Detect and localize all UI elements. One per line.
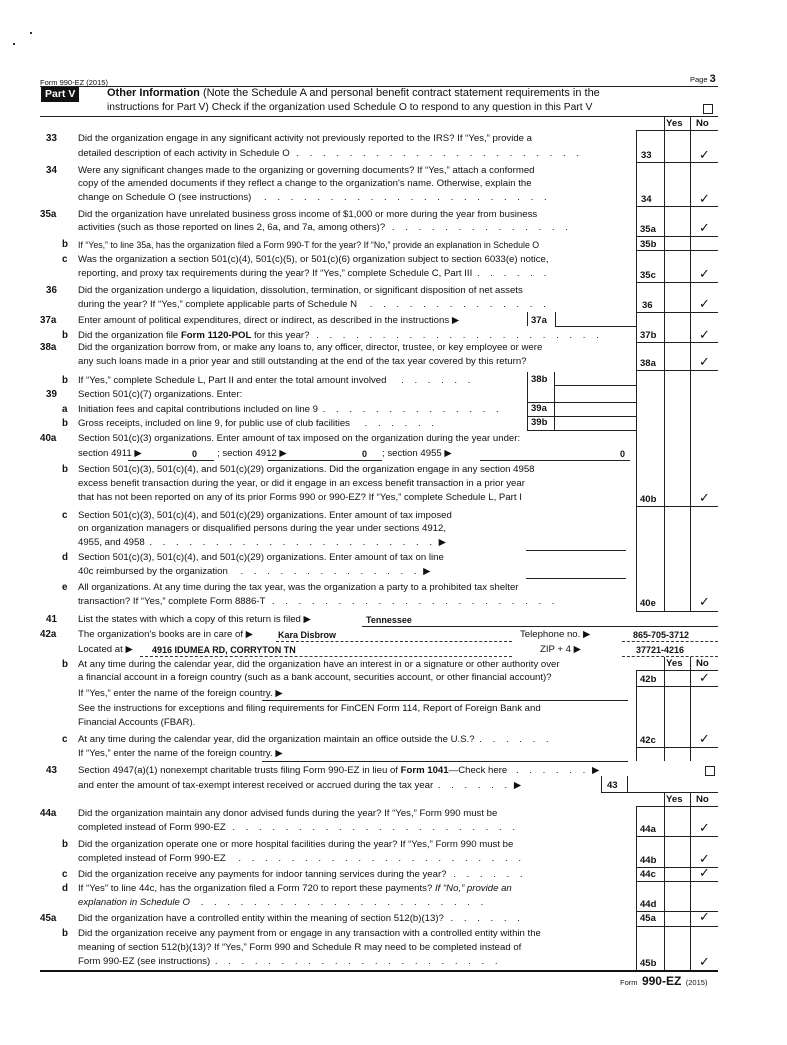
telephone-label: Telephone no. ▶: [520, 629, 591, 640]
line-44a-text-2: [78, 822, 519, 834]
box-40e-label: 40e: [640, 598, 656, 609]
leader-dots: . . . . . . . . . . . . . .: [391, 222, 572, 233]
located-at-label: Located at ▶: [78, 644, 133, 655]
row-rule: [636, 162, 718, 163]
box-45a-label: 45a: [640, 913, 656, 924]
line-40c-text-3a: 4955, and 4958: [78, 537, 145, 548]
field-line: [268, 460, 382, 461]
box-42c-label: 42c: [640, 735, 656, 746]
box-43-sep: [627, 776, 628, 792]
row-rule: [636, 881, 718, 882]
line-42c-text: [78, 734, 553, 746]
line-40c-text-3: [78, 537, 446, 549]
inner-box-left: [527, 372, 528, 416]
line-letter: b: [62, 418, 68, 429]
line-34-text-2: copy of the amended documents if they reflect a change to the organization's name. Otherwise, explain the: [78, 178, 532, 189]
line-40e-text: All organizations. At any time during the tax year, was the organization a party to a prohibited tax shelter: [78, 582, 519, 593]
line-number: 45a: [40, 913, 57, 924]
line-44b-text-2a: completed instead of Form 990-EZ: [78, 853, 226, 864]
line-38a-text: Did the organization borrow from, or make any loans to, any officer, director, trustee, or key employee or were: [78, 342, 543, 353]
box-44b-label: 44b: [640, 855, 657, 866]
row-rule: [636, 506, 718, 507]
line-39b-text-a: Gross receipts, included on line 9, for public use of club facilities: [78, 418, 350, 429]
line-number: 33: [46, 133, 57, 144]
line-45a-text-a: Did the organization have a controlled entity within the meaning of section 512(b)(13)?: [78, 913, 444, 924]
foreign-country-42c[interactable]: [262, 749, 628, 761]
header-no: No: [696, 658, 709, 669]
box-40b-label: 40b: [640, 494, 657, 505]
line-42c-text-2: If “Yes,” enter the name of the foreign country. ▶: [78, 748, 283, 759]
field-line: [622, 641, 718, 642]
line-letter: b: [62, 659, 68, 670]
leader-dots: . . . . . . . . . . . . . . . . . . . . . .: [149, 537, 436, 548]
line-number: 37a: [40, 315, 57, 326]
line-42b-text: At any time during the calendar year, did the organization have an interest in or a signature or other authority over: [78, 659, 560, 670]
page-label: Page: [690, 75, 708, 84]
line-letter: c: [62, 869, 68, 880]
line-45a-text: [78, 913, 524, 925]
field-line: [362, 626, 718, 627]
box-35a-label: 35a: [640, 224, 656, 235]
leader-dots: . . . . . .: [401, 375, 475, 386]
line-41-text: List the states with which a copy of this return is filed ▶: [78, 614, 311, 625]
box-39b-value[interactable]: [556, 404, 634, 416]
leader-dots: . . . . . .: [450, 913, 524, 924]
line-42b-text-5: Financial Accounts (FBAR).: [78, 717, 196, 728]
line-44b-text: Did the organization operate one or more hospital facilities during the year? If “Yes,” Form 990 must be: [78, 839, 514, 850]
part-title: [107, 87, 600, 100]
box-34-label: 34: [641, 194, 652, 205]
line-35a-text-2: [78, 222, 572, 234]
line-38a-text-2: any such loans made in a prior year and still outstanding at the end of the tax year covered by this return?: [78, 356, 527, 367]
page-num: 3: [709, 73, 716, 85]
line-44c-text-a: Did the organization receive any payments for indoor tanning services during the year?: [78, 869, 447, 880]
line-number: 38a: [40, 342, 57, 353]
leader-dots: . . . . . .: [476, 268, 551, 279]
leader-dots: . . . . . . . . . . . . . . . . . . . . . .: [264, 192, 551, 203]
line-number: 43: [46, 765, 57, 776]
line-35a-text: Did the organization have unrelated business gross income of $1,000 or more during the year from business: [78, 209, 538, 220]
footer-form-word: Form: [620, 978, 638, 987]
line-34-text-3a: change on Schedule O (see instructions): [78, 192, 252, 203]
box-44d-label: 44d: [640, 899, 657, 910]
leader-dots: . . . . . . . . . . . . . .: [369, 299, 550, 310]
answer-44c-no[interactable]: ✓: [699, 866, 710, 881]
line-42b-text-4: See the instructions for exceptions and filing requirements for FinCEN Form 114, Report of Foreign Bank and: [78, 703, 541, 714]
section-4955-value[interactable]: 0: [620, 449, 626, 459]
field-line: [526, 578, 626, 579]
header-no: No: [696, 118, 709, 129]
leader-dots: . . . . . . . . . . . . . .: [322, 404, 503, 415]
inner-rule: [554, 385, 636, 386]
line-35b-text: If “Yes,” to line 35a, has the organization filed a Form 990-T for the year? If “No,” provide an explanation in Schedule O: [78, 240, 540, 250]
box-37a-label: 37a: [531, 315, 547, 326]
section-4911-label: section 4911 ▶: [78, 448, 142, 459]
zip-value[interactable]: 37721-4216: [636, 645, 685, 655]
box-39a-value[interactable]: [556, 388, 634, 400]
line-40c-value[interactable]: [526, 538, 626, 550]
answer-40e-no[interactable]: ✓: [699, 595, 710, 610]
line-40e-text-2: [78, 596, 558, 608]
line-40c-text: Section 501(c)(3), 501(c)(4), and 501(c)(29) organizations. Enter amount of tax imposed: [78, 510, 452, 521]
telephone-value[interactable]: 865-705-3712: [633, 630, 690, 640]
answer-42b-no[interactable]: ✓: [699, 671, 710, 686]
answer-35c-no[interactable]: ✓: [699, 267, 710, 282]
line-44c-text: [78, 869, 527, 881]
box-36-label: 36: [642, 300, 653, 311]
field-line: [622, 656, 718, 657]
box-37a-left: [527, 312, 528, 326]
section-4912-value[interactable]: 0: [362, 449, 368, 459]
section-4947-checkbox[interactable]: [705, 766, 715, 776]
row-rule: [636, 282, 718, 283]
box-42b-label: 42b: [640, 674, 657, 685]
part-badge: Part V: [41, 87, 79, 102]
line-number: 34: [46, 165, 57, 176]
line-letter: d: [62, 552, 68, 563]
box-43-label: 43: [607, 780, 618, 791]
part-title-note: (Note the Schedule A and personal benefit contract statement requirements in the: [199, 87, 600, 99]
scan-speck: [30, 32, 32, 34]
line-37b-text-c: for this year?: [251, 330, 310, 341]
row-rule: [636, 370, 718, 371]
col-yes-left: [664, 657, 665, 761]
answer-44b-no[interactable]: ✓: [699, 852, 710, 867]
leader-dots: . . . . . . . . . . . . . . . . . . . . . .: [200, 897, 488, 908]
part-line2: instructions for Part V) Check if the organization used Schedule O to respond to any question in this Part V: [107, 102, 593, 113]
row-rule: [636, 250, 718, 251]
leader-dots: . . . . . . . . . . . . . . . . . . . . . .: [316, 330, 603, 341]
line-45b-text-3: [78, 956, 502, 968]
line-number: 44a: [40, 808, 57, 819]
line-letter: b: [62, 330, 68, 341]
leader-dots: . . . . . .: [515, 765, 590, 776]
line-35a-text-2a: activities (such as those reported on lines 2, 6a, and 7a, among others)?: [78, 222, 386, 233]
leader-dots: . . . . . .: [437, 780, 512, 791]
line-38b-text: [78, 375, 474, 387]
col-box-left: [636, 130, 637, 612]
line-37b-text-a: Did the organization file: [78, 330, 181, 341]
header-yes: Yes: [666, 794, 683, 805]
line-letter: c: [62, 510, 68, 521]
box-44c-label: 44c: [640, 869, 656, 880]
col-no-left: [690, 657, 691, 761]
footer-rule: [40, 970, 718, 972]
line-40a-text: Section 501(c)(3) organizations. Enter amount of tax imposed on the organization during the year under:: [78, 433, 521, 444]
inner-box-sep: [554, 416, 555, 430]
box-37a-value[interactable]: [557, 314, 635, 326]
line-40d-text-2a: 40c reimbursed by the organization: [78, 566, 228, 577]
box-35c-label: 35c: [640, 270, 656, 281]
line-34-text-3: [78, 192, 551, 204]
answer-36-no[interactable]: ✓: [699, 297, 710, 312]
row-rule: [636, 747, 718, 748]
line-39b-text: [78, 418, 438, 430]
line-40c-text-2: on organization managers or disqualified persons during the year under sections 4912,: [78, 523, 446, 534]
form-footer: [620, 974, 707, 990]
line-44a-text-2a: completed instead of Form 990-EZ: [78, 822, 226, 833]
row-rule: [636, 611, 718, 612]
line-33-text-2: [78, 148, 583, 160]
part-title-bold: Other Information: [107, 87, 200, 99]
page-number: [690, 73, 716, 85]
line-45b-text-3a: Form 990-EZ (see instructions): [78, 956, 211, 967]
line-36-text-2a: during the year? If “Yes,” complete applicable parts of Schedule N: [78, 299, 358, 310]
box-45b-label: 45b: [640, 958, 657, 969]
box-39a-label: 39a: [531, 403, 547, 414]
col-box-left: [636, 806, 637, 971]
line-36-text: Did the organization undergo a liquidation, dissolution, termination, or significant disposition of net assets: [78, 285, 523, 296]
answer-38a-no[interactable]: ✓: [699, 355, 710, 370]
line-number: 35a: [40, 209, 57, 220]
inner-box-left: [527, 416, 528, 430]
line-letter: d: [62, 883, 68, 894]
row-rule: [636, 312, 718, 313]
line-37b-text: [78, 330, 603, 342]
section-4955-label: ; section 4955 ▶: [382, 448, 452, 459]
inner-box-sep: [554, 372, 555, 416]
line-number: 36: [46, 285, 57, 296]
line-44d-text: [78, 883, 512, 895]
leader-dots: . . . . . . . . . . . . . . . . . . . . . .: [232, 822, 520, 833]
line-37a-text: Enter amount of political expenditures, direct or indirect, as described in the instructions ▶: [78, 315, 460, 326]
line-43-text-c: —Check here: [448, 765, 508, 776]
form-header-left: Form 990-EZ (2015): [40, 78, 108, 87]
line-44d-text-b: If “No,” provide an: [434, 883, 512, 894]
line-40e-text-2a: transaction? If “Yes,” complete Form 8886-T: [78, 596, 266, 607]
line-letter: c: [62, 254, 68, 265]
line-number: 40a: [40, 433, 57, 444]
line-42c-text-a: At any time during the calendar year, did the organization maintain an office outside the U.S.?: [78, 734, 475, 745]
line-38b-text-a: If “Yes,” complete Schedule L, Part II and enter the total amount involved: [78, 375, 387, 386]
line-40b-text-2: excess benefit transaction during the year, or did it engage in an excess benefit transaction in a prior year: [78, 478, 525, 489]
answer-33-no[interactable]: ✓: [699, 148, 710, 163]
box-38b-value[interactable]: [556, 373, 634, 385]
answer-35a-no[interactable]: ✓: [699, 221, 710, 236]
section-4912-label: ; section 4912 ▶: [217, 448, 287, 459]
row-rule: [555, 326, 636, 327]
header-yes: Yes: [666, 658, 683, 669]
answer-45b-no[interactable]: ✓: [699, 955, 710, 970]
yn-rule: [636, 130, 718, 131]
leader-dots: . . . . . .: [364, 418, 438, 429]
box-35b-label: 35b: [640, 239, 657, 250]
line-letter: b: [62, 928, 68, 939]
row-rule: [636, 836, 718, 837]
answer-37b-no[interactable]: ✓: [699, 328, 710, 343]
col-yes-left: [664, 116, 665, 612]
box-39b-label: 39b: [531, 417, 548, 428]
line-letter: c: [62, 734, 68, 745]
line-43-form: Form 1041: [400, 765, 449, 776]
line-letter: b: [62, 839, 68, 850]
leader-dots: . . . . . .: [479, 734, 553, 745]
field-line: [128, 460, 214, 461]
yn-rule: [636, 806, 718, 807]
inner-rule: [527, 430, 636, 431]
header-no: No: [696, 794, 709, 805]
line-43-text-2a: and enter the amount of tax-exempt interest received or accrued during the tax year: [78, 780, 434, 791]
leader-dots: . . . . . . . . . . . . . . . . . . . . . .: [214, 956, 502, 967]
leader-dots: . . . . . .: [453, 869, 527, 880]
field-line: [480, 460, 630, 461]
arrow-icon: ▶: [438, 537, 447, 548]
field-line: [276, 641, 512, 642]
line-44d-text-2a: explanation in Schedule O: [78, 897, 191, 908]
answer-42c-no[interactable]: ✓: [699, 732, 710, 747]
part-rule: [40, 116, 718, 117]
answer-45a-no[interactable]: ✓: [699, 910, 710, 925]
line-letter: b: [62, 239, 68, 250]
section-4911-value[interactable]: 0: [192, 449, 198, 459]
row-rule: [636, 236, 718, 237]
leader-dots: . . . . . . . . . . . . . . . . . . . . . .: [296, 148, 584, 159]
line-42b-text-3: If “Yes,” enter the name of the foreign country. ▶: [78, 688, 283, 699]
line-letter: b: [62, 375, 68, 386]
field-line: [526, 550, 626, 551]
footer-year: (2015): [685, 978, 708, 987]
row-rule: [636, 686, 718, 687]
line-40b-text: Section 501(c)(3), 501(c)(4), and 501(c)(29) organizations. Did the organization engage in any section 4958: [78, 464, 535, 475]
leader-dots: . . . . . . . . . . . . . . . . . . . . . .: [238, 853, 526, 864]
line-40b-text-3: that has not been reported on any of its prior Forms 990 or 990-EZ? If “Yes,” complete Schedule L, Part I: [78, 492, 522, 503]
arrow-icon: ▶: [591, 765, 600, 776]
line-44a-text: Did the organization maintain any donor advised funds during the year? If “Yes,” Form 990 must be: [78, 808, 498, 819]
box-33-label: 33: [641, 150, 652, 161]
line-42b-text-2: a financial account in a foreign country (such as a bank account, securities account, or other financial account)?: [78, 672, 552, 683]
states-filed-value[interactable]: Tennessee: [366, 615, 412, 625]
line-33-text: Did the organization engage in any significant activity not previously reported to the IRS? If “Yes,” provide a: [78, 133, 533, 144]
line-43-text: [78, 765, 599, 777]
line-45b-text: Did the organization receive any payment from or engage in any transaction with a controlled entity within the: [78, 928, 541, 939]
header-yes: Yes: [666, 118, 683, 129]
line-35c-text-2: [78, 268, 550, 280]
line-number: 42a: [40, 629, 57, 640]
footer-form-name: 990-EZ: [641, 974, 682, 988]
field-line: [140, 656, 512, 657]
box-43-left: [601, 776, 602, 792]
arrow-icon: ▶: [513, 780, 522, 791]
answer-34-no[interactable]: ✓: [699, 192, 710, 207]
arrow-icon: ▶: [423, 566, 431, 577]
line-42a-text: The organization's books are in care of ▶: [78, 629, 254, 640]
answer-44a-no[interactable]: ✓: [699, 821, 710, 836]
line-37b-form: Form 1120-POL: [180, 330, 252, 341]
line-35c-text-2a: reporting, and proxy tax requirements during the year? If “Yes,” complete Schedule C, Part III: [78, 268, 473, 279]
row-rule: [636, 926, 718, 927]
line-number: 41: [46, 614, 57, 625]
line-40d-text: Section 501(c)(3), 501(c)(4), and 501(c)(29) organizations. Enter amount of tax on line: [78, 552, 444, 563]
field-line: [262, 761, 628, 762]
line-40d-value[interactable]: [526, 566, 626, 578]
col-no-left: [690, 116, 691, 612]
line-43-text-a: Section 4947(a)(1) nonexempt charitable trusts filing Form 990-EZ in lieu of: [78, 765, 401, 776]
row-rule: [636, 342, 718, 343]
line-letter: e: [62, 582, 68, 593]
box-37b-label: 37b: [640, 330, 657, 341]
books-care-of-value[interactable]: Kara Disbrow: [278, 630, 337, 640]
schedule-o-checkbox[interactable]: [703, 104, 713, 114]
box-38a-label: 38a: [640, 358, 656, 369]
line-34-text: Were any significant changes made to the organizing or governing documents? If “Yes,” attach a conformed: [78, 165, 535, 176]
field-line: [262, 700, 628, 701]
line-45b-text-2: meaning of section 512(b)(13)? If “Yes,” Form 990 and Schedule R may need to be completed instead of: [78, 942, 522, 953]
scan-speck: [13, 43, 15, 45]
answer-40b-no[interactable]: ✓: [699, 491, 710, 506]
line-number: 39: [46, 389, 57, 400]
leader-dots: . . . . . . . . . . . . . . . . . . . . . .: [271, 596, 559, 607]
box-37a-sep: [555, 312, 556, 326]
line-40d-text-2: [78, 566, 431, 578]
line-43-text-2: [78, 780, 521, 792]
address-value[interactable]: 4916 IDUMEA RD, CORRYTON TN: [152, 645, 296, 655]
line-35c-text: Was the organization a section 501(c)(4), 501(c)(5), or 501(c)(6) organization subject to section 6033(e) notice,: [78, 254, 549, 265]
zip-label: ZIP + 4 ▶: [540, 644, 582, 655]
line-letter: a: [62, 404, 68, 415]
line-36-text-2: [78, 299, 550, 311]
line-44d-text-2: [78, 897, 487, 909]
box-43-value[interactable]: [629, 779, 718, 791]
line-44d-text-a: If “Yes” to line 44c, has the organization filed a Form 720 to report these payments?: [78, 883, 435, 894]
row-rule: [636, 206, 718, 207]
line-letter: b: [62, 464, 68, 475]
box-38b-label: 38b: [531, 374, 548, 385]
foreign-country-42b[interactable]: [262, 688, 628, 700]
line-39a-text: [78, 404, 503, 416]
line-44b-text-2: [78, 853, 525, 865]
box-44a-label: 44a: [640, 824, 656, 835]
line-39-text: Section 501(c)(7) organizations. Enter:: [78, 389, 243, 400]
row-rule: [601, 792, 718, 793]
line-39a-text-a: Initiation fees and capital contributions included on line 9: [78, 404, 319, 415]
leader-dots: . . . . . . . . . . . . . .: [240, 566, 421, 577]
line-33-text-2a: detailed description of each activity in Schedule O: [78, 148, 290, 159]
